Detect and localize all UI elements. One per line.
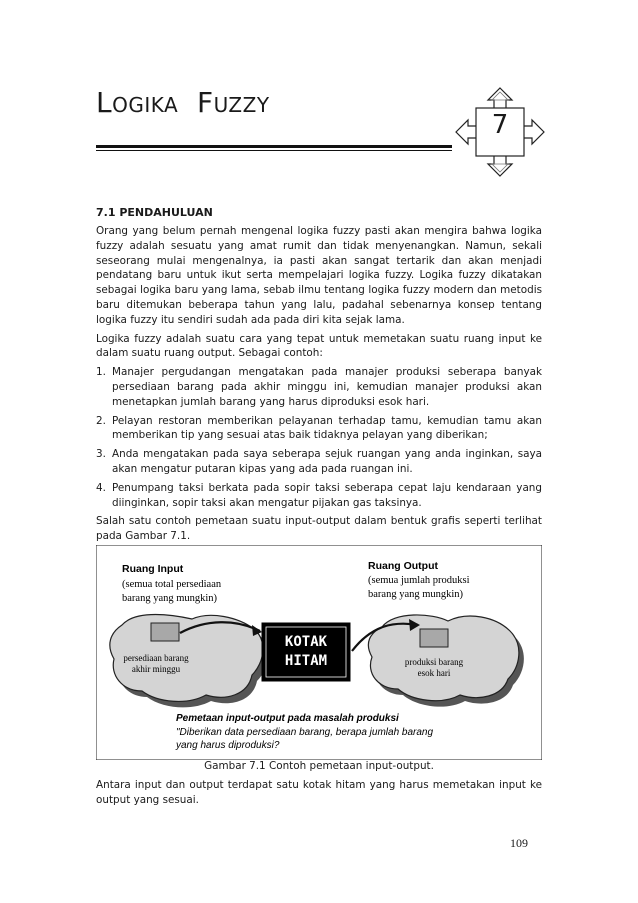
- list-number: 1.: [96, 366, 106, 379]
- black-box-line-1: KOTAK: [284, 634, 328, 650]
- list-number: 3.: [96, 448, 106, 461]
- body-text: [96, 224, 542, 548]
- example-list: [96, 365, 542, 510]
- black-box: [262, 623, 350, 681]
- list-item: [96, 481, 542, 511]
- input-space-title: Ruang Input: [122, 563, 184, 575]
- title-cap-1: L: [96, 86, 113, 119]
- output-space-title: Ruang Output: [368, 560, 438, 572]
- output-value-square: [420, 629, 448, 647]
- list-text: Manajer pergudangan mengatakan pada manajer produksi seberapa banyak persediaan barang pada akhir minggu ini, kemudian manajer produksi akan menetapkan jumlah barang yang harus diproduksi esok hari.: [112, 366, 542, 408]
- figure-caption: Gambar 7.1 Contoh pemetaan input-output.: [204, 760, 434, 772]
- title-rule-thin: [96, 150, 452, 151]
- title-cap-2: F: [197, 86, 214, 119]
- list-item: [96, 447, 542, 477]
- list-item: [96, 365, 542, 409]
- chapter-title: [96, 86, 270, 119]
- list-text: Anda mengatakan pada saya seberapa sejuk ruangan yang anda inginkan, saya akan mengatur putaran kipas yang ada pada ruangan ini.: [112, 448, 542, 475]
- list-number: 2.: [96, 414, 106, 427]
- note-line-1: "Diberikan data persediaan barang, berapa jumlah barang: [176, 727, 434, 738]
- title-rest-2: UZZY: [213, 93, 270, 117]
- input-space-sub-2: barang yang mungkin): [122, 593, 218, 604]
- paragraph-3: Salah satu contoh pemetaan suatu input-output dalam bentuk grafis seperti terlihat pada Gambar 7.1.: [96, 515, 542, 543]
- input-value-square: [151, 623, 179, 641]
- list-text: Penumpang taksi berkata pada sopir taksi seberapa cepat laju kendaraan yang diinginkan, sopir taksi akan mengatur pijakan gas taksinya.: [112, 481, 542, 509]
- input-space-sub-1: (semua total persediaan: [122, 579, 222, 590]
- section-heading: 7.1 PENDAHULUAN: [96, 206, 213, 219]
- paragraph-2: Logika fuzzy adalah suatu cara yang tepat untuk memetakan suatu ruang input ke dalam suatu ruang output. Sebagai contoh:: [96, 332, 542, 360]
- output-space-sub-1: (semua jumlah produksi: [368, 575, 470, 586]
- output-item-1: produksi barang: [404, 657, 464, 667]
- figure-input-output: [96, 545, 542, 760]
- list-number: 4.: [96, 481, 106, 494]
- input-item-2: akhir minggu: [131, 664, 181, 674]
- output-space-sub-2: barang yang mungkin): [368, 589, 464, 600]
- note-title: Pemetaan input-output pada masalah produksi: [176, 713, 399, 724]
- page-number: 109: [510, 836, 528, 850]
- input-item-1: persediaan barang: [123, 653, 189, 663]
- closing-paragraph: Antara input dan output terdapat satu kotak hitam yang harus memetakan input ke output yang sesuai.: [96, 779, 542, 806]
- note-line-2: yang harus diproduksi?: [176, 740, 280, 751]
- title-rest-1: OGIKA: [112, 93, 179, 117]
- list-text: Pelayan restoran memberikan pelayanan terhadap tamu, kemudian tamu akan memberikan tip yang sesuai atas baik tidaknya pelayan yang diberikan;: [112, 414, 542, 442]
- list-item: [96, 414, 542, 444]
- paragraph-1: Orang yang belum pernah mengenal logika fuzzy pasti akan mengira bahwa logika fuzzy adalah sesuatu yang amat rumit dan tidak menyenangkan. Namun, sekali seseorang mulai mengenalnya, ia pasti akan sangat tertarik dan akan menjadi pendatang baru untuk ikut serta mempelajari logika fuzzy. Logika fuzzy dikatakan sebagai logika baru yang lama, sebab ilmu tentang logika fuzzy modern dan metodis baru ditemukan beberapa tahun yang lalu, padahal sebenarnya konsep tentang logika fuzzy itu sendiri sudah ada pada diri kita sejak lama.: [96, 225, 542, 326]
- black-box-line-2: HITAM: [284, 653, 328, 669]
- chapter-number: 7: [491, 110, 509, 140]
- title-rule-thick: [96, 145, 452, 148]
- output-item-2: esok hari: [417, 668, 451, 678]
